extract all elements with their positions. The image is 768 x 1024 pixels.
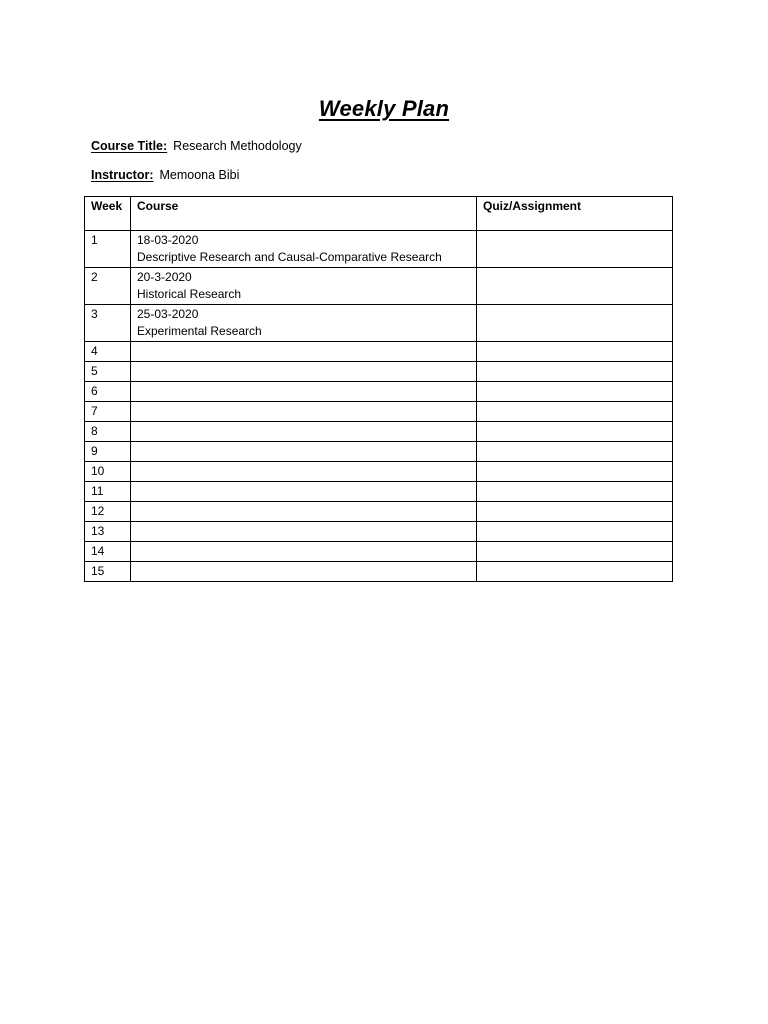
- course-cell: [131, 542, 477, 562]
- quiz-assignment-cell: [477, 402, 673, 422]
- table-body: [85, 231, 673, 582]
- quiz-assignment-cell: [477, 542, 673, 562]
- week-number-cell: 2: [85, 268, 131, 305]
- quiz-assignment-cell: [477, 462, 673, 482]
- quiz-assignment-cell: [477, 442, 673, 462]
- week-number-cell: 4: [85, 342, 131, 362]
- weekly-plan-table: [84, 196, 673, 582]
- week-number-cell: 8: [85, 422, 131, 442]
- course-cell: [131, 231, 477, 268]
- table-row: [85, 231, 673, 268]
- quiz-assignment-cell: [477, 268, 673, 305]
- table-row: [85, 462, 673, 482]
- week-number-cell: 5: [85, 362, 131, 382]
- course-title-value: Research Methodology: [173, 139, 302, 153]
- course-topic: Experimental Research: [137, 324, 262, 338]
- course-cell: [131, 422, 477, 442]
- week-number-cell: 9: [85, 442, 131, 462]
- quiz-assignment-cell: [477, 562, 673, 582]
- course-cell: [131, 402, 477, 422]
- instructor-label: Instructor:: [91, 168, 154, 182]
- course-cell: [131, 268, 477, 305]
- course-title-line: [91, 139, 302, 153]
- table-row: [85, 402, 673, 422]
- week-number-cell: 13: [85, 522, 131, 542]
- quiz-assignment-cell: [477, 231, 673, 268]
- course-topic: Historical Research: [137, 287, 242, 301]
- table-row: [85, 542, 673, 562]
- course-date: 18-03-2020: [137, 233, 199, 247]
- week-number-cell: 1: [85, 231, 131, 268]
- course-topic: Descriptive Research and Causal-Comparative Research: [137, 250, 442, 264]
- quiz-assignment-cell: [477, 482, 673, 502]
- table-header-row: [85, 197, 673, 231]
- quiz-assignment-cell: [477, 422, 673, 442]
- table-row: [85, 562, 673, 582]
- course-cell: [131, 522, 477, 542]
- table-row: [85, 422, 673, 442]
- week-number-cell: 11: [85, 482, 131, 502]
- course-title-label: Course Title:: [91, 139, 168, 153]
- table-row: [85, 442, 673, 462]
- table-row: [85, 482, 673, 502]
- course-cell: [131, 382, 477, 402]
- table-row: [85, 382, 673, 402]
- course-cell: [131, 342, 477, 362]
- table-row: [85, 342, 673, 362]
- course-cell: [131, 562, 477, 582]
- week-number-cell: 10: [85, 462, 131, 482]
- week-number-cell: 6: [85, 382, 131, 402]
- course-cell: [131, 502, 477, 522]
- quiz-assignment-cell: [477, 382, 673, 402]
- header-week: Week: [85, 197, 131, 231]
- course-cell: [131, 442, 477, 462]
- quiz-assignment-cell: [477, 305, 673, 342]
- course-cell: [131, 362, 477, 382]
- table-row: [85, 502, 673, 522]
- course-cell: [131, 482, 477, 502]
- table-row: [85, 268, 673, 305]
- table-row: [85, 522, 673, 542]
- instructor-line: [91, 168, 239, 182]
- course-date: 20-3-2020: [137, 270, 192, 284]
- course-date: 25-03-2020: [137, 307, 199, 321]
- week-number-cell: 14: [85, 542, 131, 562]
- quiz-assignment-cell: [477, 522, 673, 542]
- instructor-value: Memoona Bibi: [159, 168, 240, 182]
- quiz-assignment-cell: [477, 362, 673, 382]
- page-title: Weekly Plan: [318, 96, 450, 121]
- week-number-cell: 3: [85, 305, 131, 342]
- table-row: [85, 362, 673, 382]
- header-course: Course: [131, 197, 477, 231]
- header-quiz-assignment: Quiz/Assignment: [477, 197, 673, 231]
- course-cell: [131, 305, 477, 342]
- course-cell: [131, 462, 477, 482]
- table-row: [85, 305, 673, 342]
- week-number-cell: 7: [85, 402, 131, 422]
- quiz-assignment-cell: [477, 502, 673, 522]
- table-header: [85, 197, 673, 231]
- week-number-cell: 12: [85, 502, 131, 522]
- week-number-cell: 15: [85, 562, 131, 582]
- quiz-assignment-cell: [477, 342, 673, 362]
